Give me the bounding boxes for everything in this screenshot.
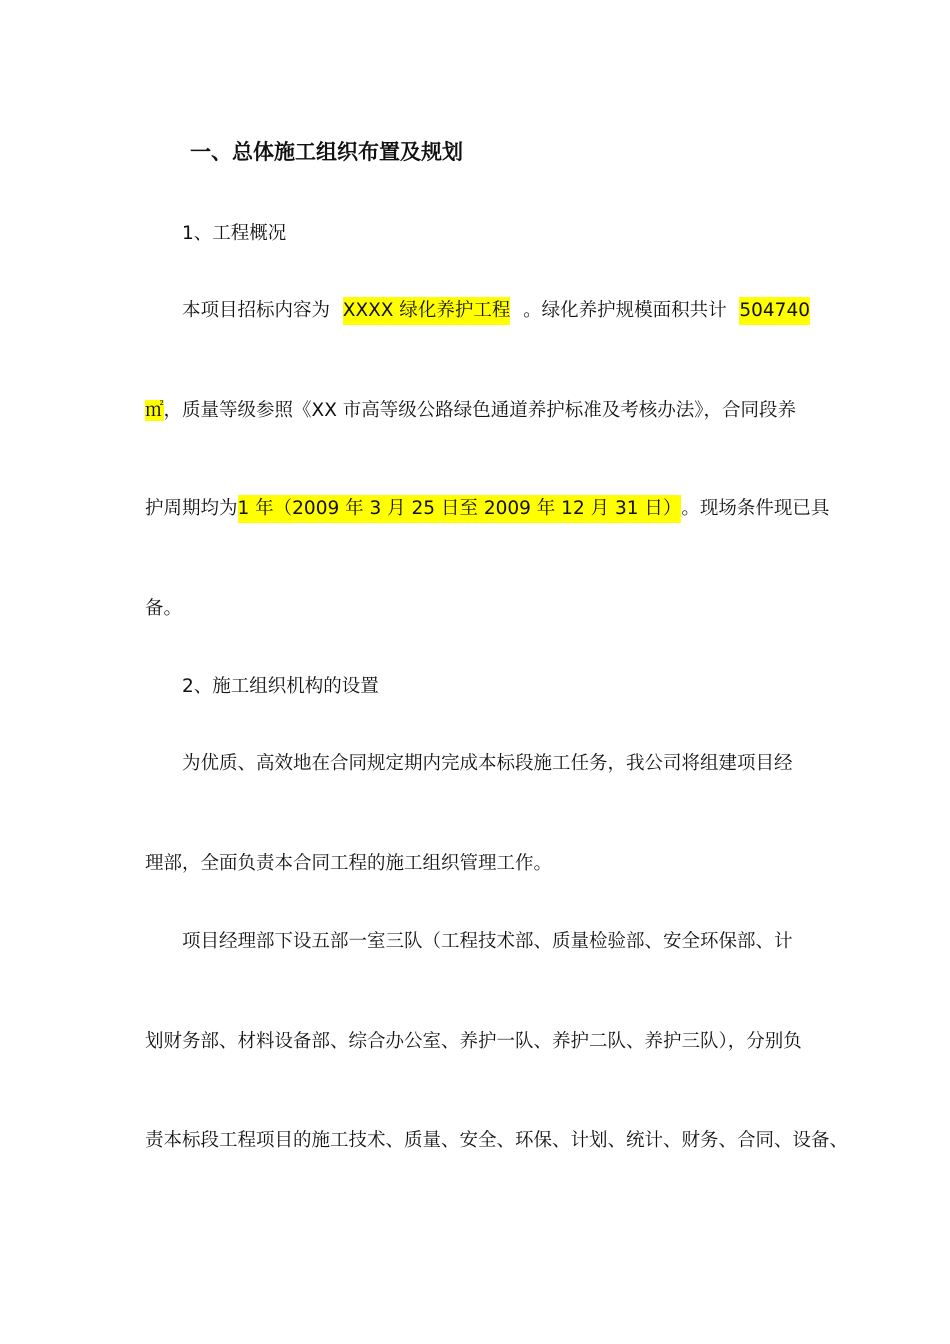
section2-heading: 2、施工组织机构的设置 (182, 676, 379, 697)
text-segment: 。绿化养护规模面积共计 (523, 300, 727, 321)
text-segment: 本项目招标内容为 (182, 300, 331, 321)
highlight-period: 1 年（2009 年 3 月 25 日至 2009 年 12 月 31 日） (238, 495, 682, 523)
paragraph-line-3 (145, 495, 830, 523)
paragraph3-line-1: 项目经理部下设五部一室三队（工程技术部、质量检验部、安全环保部、计 (182, 931, 793, 952)
highlight-project-name: XXXX 绿化养护工程 (343, 297, 511, 325)
highlight-unit: ㎡ (145, 400, 164, 421)
text-segment: 护周期均为 (145, 498, 238, 519)
text-segment: 。现场条件现已具 (681, 498, 830, 519)
paragraph-line-1 (182, 297, 810, 325)
highlight-area: 504740 (739, 297, 810, 325)
paragraph2-line-2: 理部，全面负责本合同工程的施工组织管理工作。 (145, 853, 553, 874)
paragraph-line-4: 备。 (145, 598, 183, 619)
text-segment: ，质量等级参照《XX 市高等级公路绿色通道养护标准及考核办法》，合同段养 (163, 400, 796, 421)
section1-heading: 1、工程概况 (182, 223, 287, 244)
paragraph3-line-3: 责本标段工程项目的施工技术、质量、安全、环保、计划、统计、财务、合同、设备、 (145, 1130, 849, 1151)
paragraph3-line-2: 划财务部、材料设备部、综合办公室、养护一队、养护二队、养护三队），分别负 (145, 1031, 802, 1052)
paragraph2-line-1: 为优质、高效地在合同规定期内完成本标段施工任务，我公司将组建项目经 (182, 753, 793, 774)
paragraph-line-2 (145, 397, 810, 425)
page-title: 一、总体施工组织布置及规划 (190, 140, 463, 164)
